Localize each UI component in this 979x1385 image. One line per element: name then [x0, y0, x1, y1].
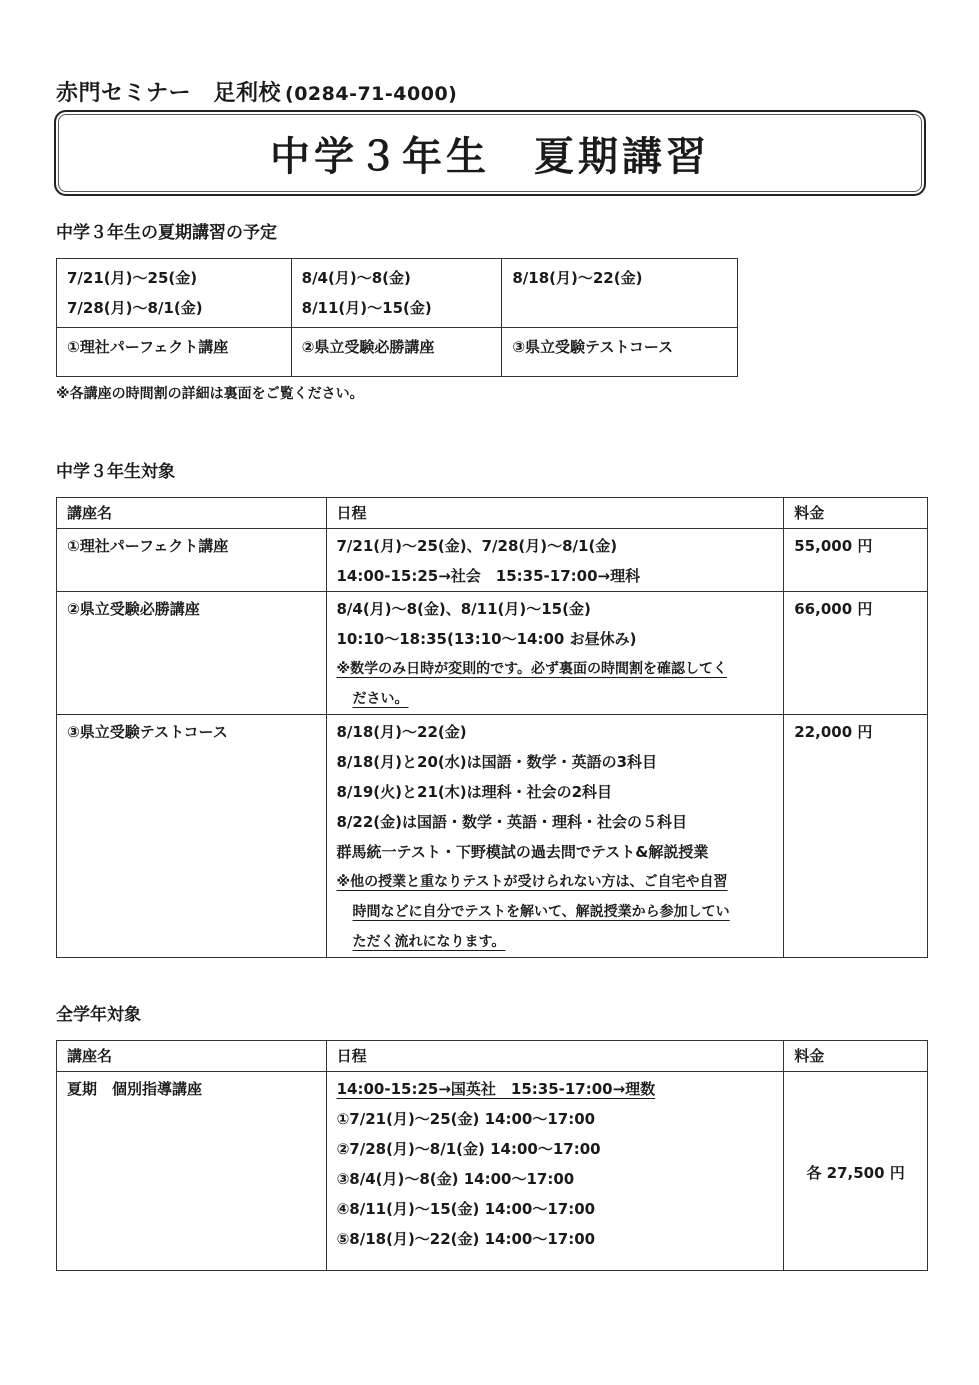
course-name: ③県立受験テストコース — [57, 715, 327, 958]
schedule-course-cell: ③県立受験テストコース — [502, 328, 738, 377]
table-row — [57, 715, 928, 958]
course-schedule: 14:00-15:25→国英社 15:35-17:00→理数 ①7/21(月)～25(金) 14:00～17:00 ②7/28(月)～8/1(金) 14:00～17:00 ③8/4(月)～8(金) 14:00～17:00 ④8/11(月)～15(金) 14:00～17:00 ⑤8/18(月)～22(金) 14:00～17:00 — [326, 1072, 784, 1271]
course-name: ①理社パーフェクト講座 — [57, 529, 327, 592]
header-fee: 料金 — [784, 498, 928, 529]
table-row — [57, 592, 928, 715]
schedule-dates-cell — [57, 259, 292, 328]
header-course-name: 講座名 — [57, 1041, 327, 1072]
schedule-date: 8/4(月)～8(金) — [301, 269, 411, 287]
table-row — [57, 529, 928, 592]
schedule-dates-cell — [502, 259, 738, 328]
school-phone: (0284-71-4000) — [285, 83, 458, 105]
header-schedule: 日程 — [326, 1041, 784, 1072]
course-note: ださい。 — [352, 691, 409, 707]
grade3-heading: 中学３年生対象 — [56, 462, 175, 482]
allgrade-course-table — [56, 1040, 928, 1271]
course-lead: 14:00-15:25→国英社 15:35-17:00→理数 — [336, 1080, 656, 1098]
school-name: 赤門セミナー 足利校 — [56, 81, 282, 106]
course-schedule: 7/21(月)～25(金)、7/28(月)～8/1(金) 14:00-15:25→社会 15:35-17:00→理科 — [326, 529, 784, 592]
course-name: 夏期 個別指導講座 — [57, 1072, 327, 1271]
schedule-table — [56, 258, 738, 377]
grade3-course-table — [56, 497, 928, 958]
header-course-name: 講座名 — [57, 498, 327, 529]
school-header — [56, 76, 457, 107]
title-box — [54, 110, 926, 196]
schedule-date: 8/11(月)～15(金) — [301, 299, 432, 317]
course-name: ②県立受験必勝講座 — [57, 592, 327, 715]
course-note: ※他の授業と重なりテストが受けられない方は、ご自宅や自習 — [336, 874, 728, 890]
schedule-dates-row — [57, 259, 738, 328]
header-fee: 料金 — [784, 1041, 928, 1072]
course-fee: 66,000 円 — [784, 592, 928, 715]
course-note: ※数学のみ日時が変則的です。必ず裏面の時間割を確認してく — [336, 661, 727, 677]
table-header-row — [57, 1041, 928, 1072]
table-row — [57, 1072, 928, 1271]
schedule-heading: 中学３年生の夏期講習の予定 — [56, 223, 277, 243]
course-schedule: 8/4(月)～8(金)、8/11(月)～15(金) 10:10～18:35(13:10～14:00 お昼休み) ※数学のみ日時が変則的です。必ず裏面の時間割を確認してく ださい。 — [326, 592, 784, 715]
table-header-row — [57, 498, 928, 529]
allgrade-heading: 全学年対象 — [56, 1005, 141, 1025]
schedule-dates-cell — [291, 259, 502, 328]
schedule-course-cell: ①理社パーフェクト講座 — [57, 328, 292, 377]
schedule-date: 8/18(月)～22(金) — [512, 269, 643, 287]
course-schedule: 8/18(月)～22(金) 8/18(月)と20(水)は国語・数学・英語の3科目 8/19(火)と21(木)は理科・社会の2科目 8/22(金)は国語・数学・英語・理科・社会の５科目 群馬統一テスト・下野模試の過去問でテスト&解説授業 ※他の授業と重なりテストが受けられない方は、ご自宅や自習 時間などに自分でテストを解いて、解説授業から参加してい ただく流れになります。 — [326, 715, 784, 958]
schedule-course-row — [57, 328, 738, 377]
course-note: 時間などに自分でテストを解いて、解説授業から参加してい — [352, 904, 730, 920]
course-fee: 22,000 円 — [784, 715, 928, 958]
page-title: 中学３年生 夏期講習 — [270, 133, 710, 180]
course-fee: 55,000 円 — [784, 529, 928, 592]
schedule-note: ※各講座の時間割の詳細は裏面をご覧ください。 — [56, 386, 364, 402]
header-schedule: 日程 — [326, 498, 784, 529]
course-note: ただく流れになります。 — [352, 934, 506, 950]
schedule-course-cell: ②県立受験必勝講座 — [291, 328, 502, 377]
schedule-date: 7/21(月)～25(金) — [67, 269, 198, 287]
course-fee: 各 27,500 円 — [784, 1072, 928, 1271]
schedule-date: 7/28(月)～8/1(金) — [67, 299, 203, 317]
